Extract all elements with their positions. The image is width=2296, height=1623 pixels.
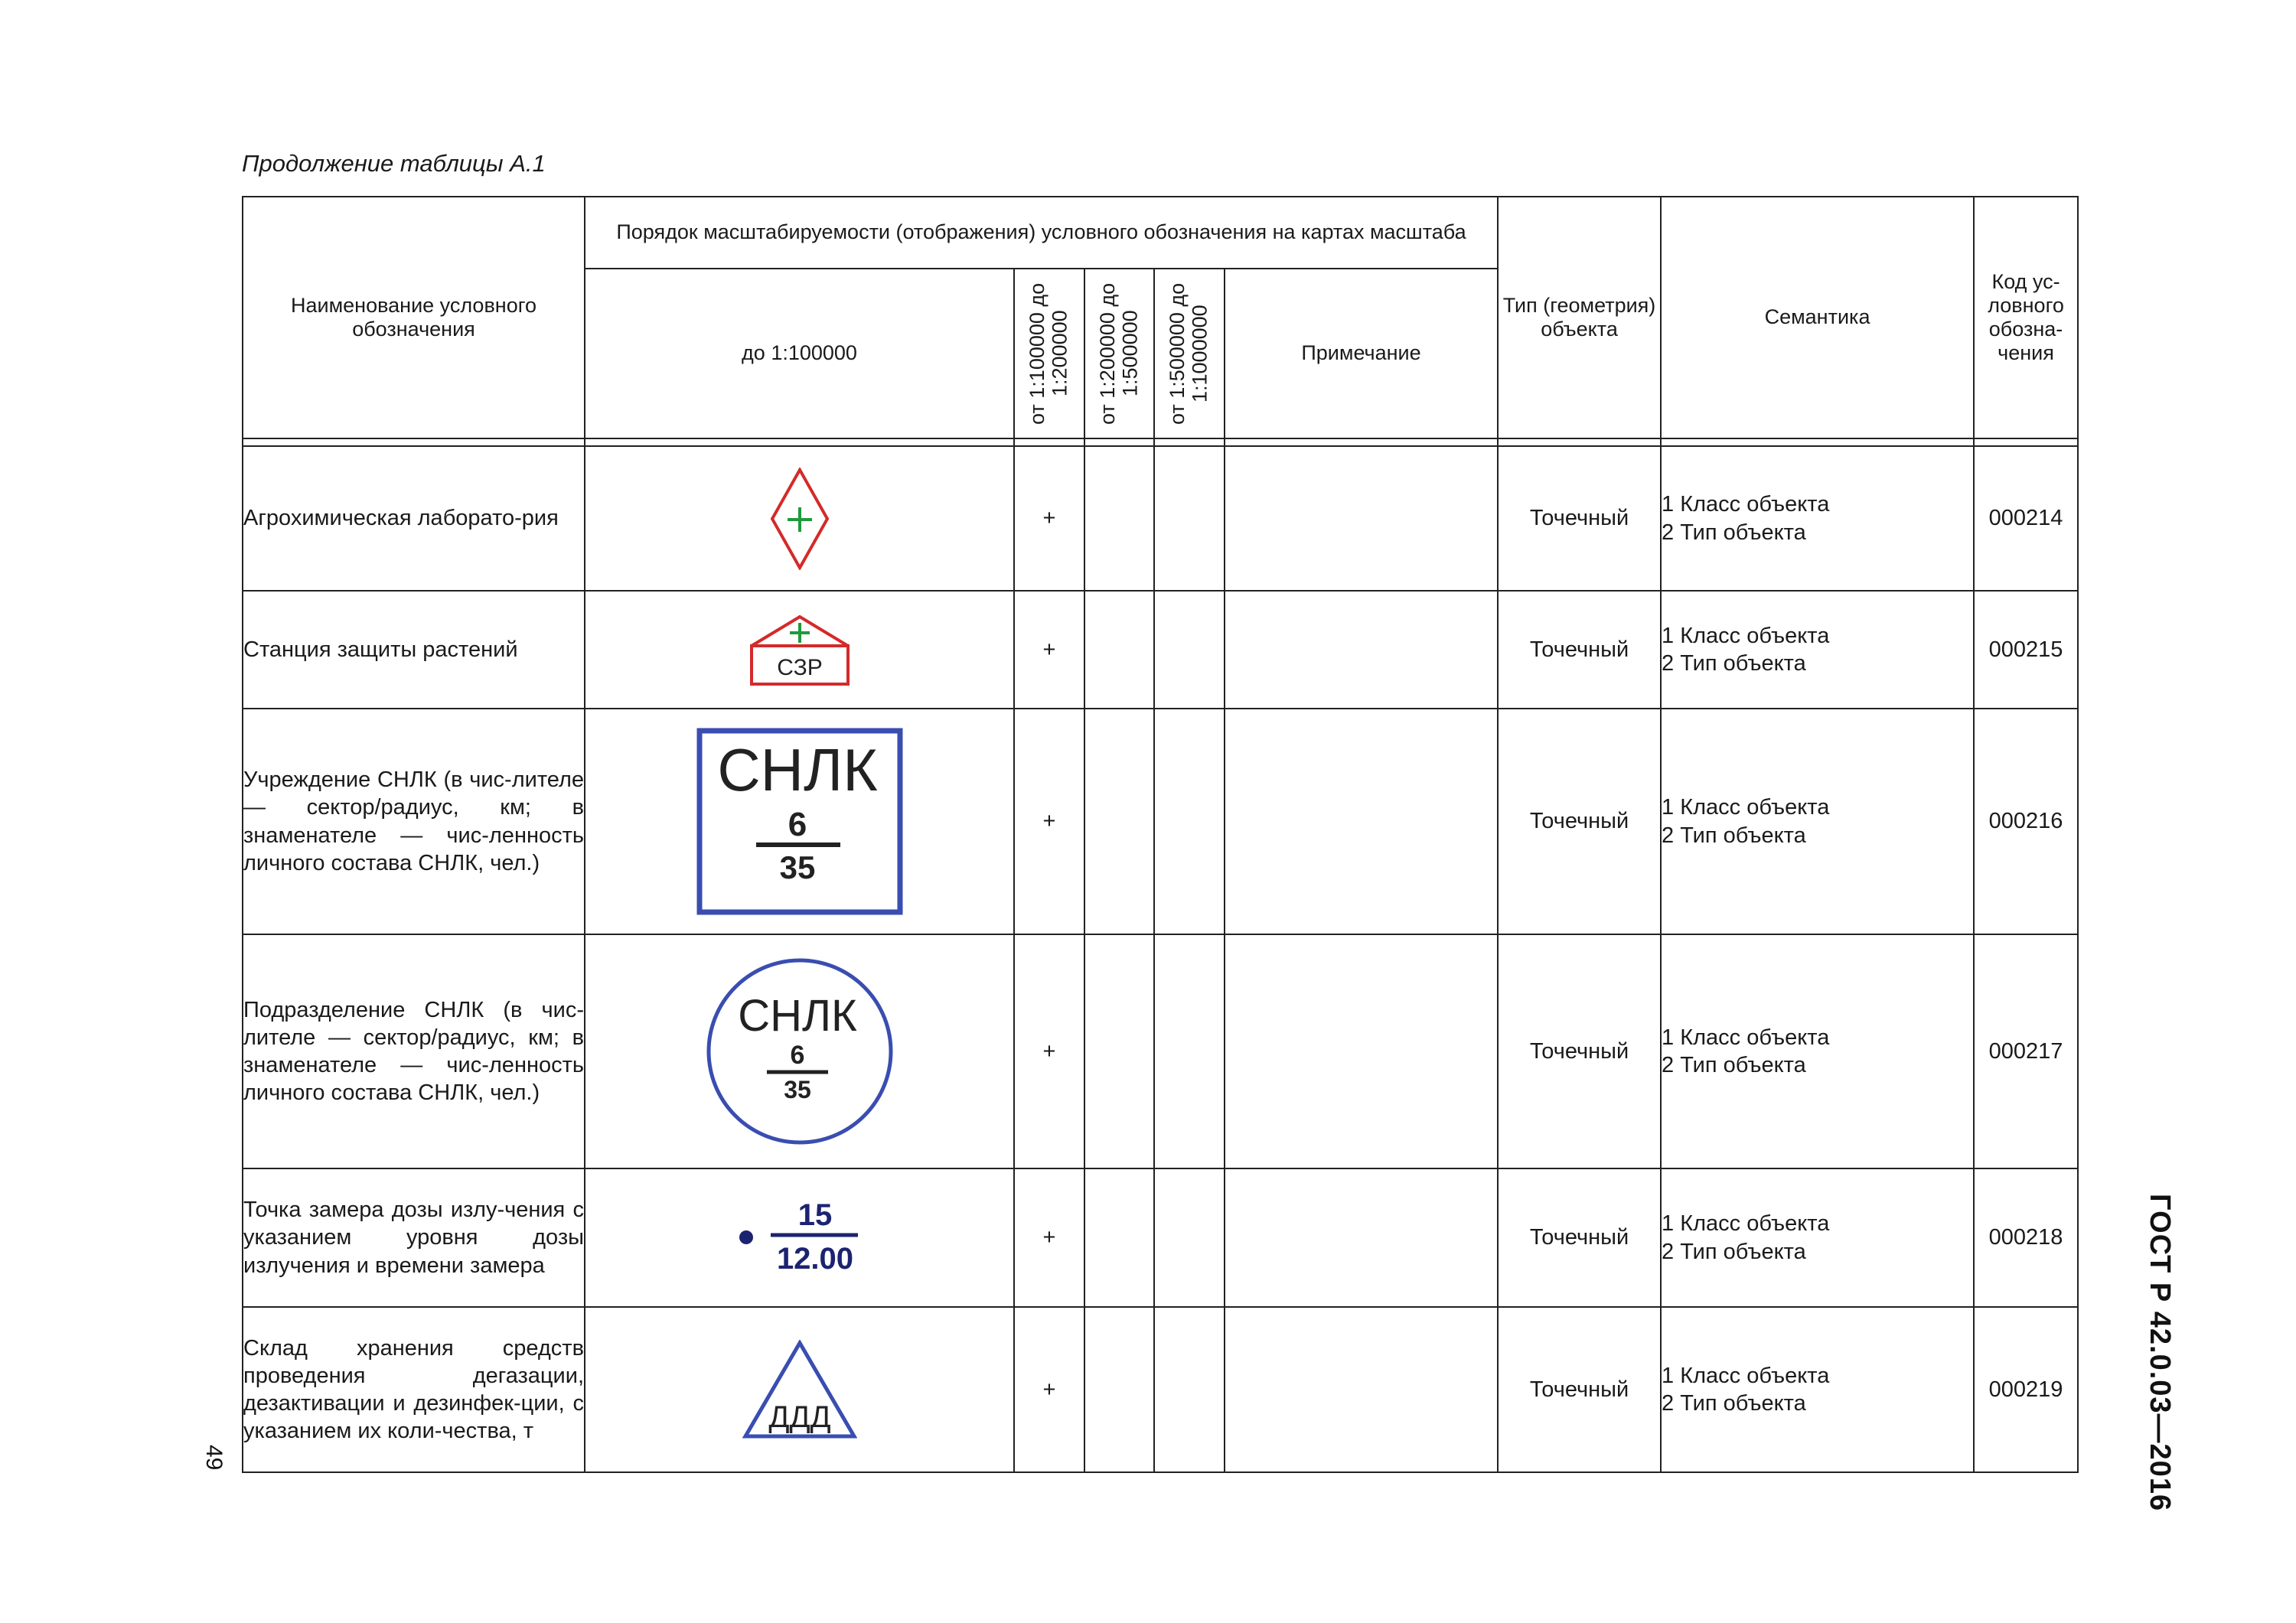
geometry-type: Точечный: [1498, 709, 1661, 934]
symbols-table: [242, 196, 2079, 1473]
geometry-type: Точечный: [1498, 1168, 1661, 1307]
scale-mark: +: [1014, 934, 1084, 1168]
snlk-numerator: 6: [790, 1041, 804, 1070]
table-caption: Продолжение таблицы А.1: [242, 150, 546, 177]
szr-label: СЗР: [776, 655, 823, 680]
object-code: 000219: [1974, 1307, 2078, 1472]
plant-protection-station-symbol: [750, 614, 850, 686]
symbol-cell: [585, 1168, 1014, 1307]
row-name: Точка замера дозы излу-чения с указанием уровня дозы излучения и времени замера: [243, 1168, 585, 1307]
snlk-numerator: 6: [788, 806, 807, 843]
snlk-label: СНЛК: [737, 991, 857, 1041]
ddd-label: ДДД: [768, 1400, 831, 1434]
snlk-institution-symbol: [696, 728, 903, 915]
page-number: 49: [201, 1445, 227, 1471]
semantics: 1 Класс объекта 2 Тип объекта: [1661, 709, 1974, 934]
semantics: 1 Класс объекта 2 Тип объекта: [1661, 591, 1974, 709]
symbol-cell: [585, 446, 1014, 591]
agrochemical-lab-symbol: [769, 468, 830, 570]
row-name: Учреждение СНЛК (в чис-лителе — сектор/радиус, км; в знаменателе — чис-ленность личного состава СНЛК, чел.): [243, 709, 585, 934]
geometry-type: Точечный: [1498, 591, 1661, 709]
dose-denominator: 12.00: [776, 1241, 853, 1276]
header-scale-1: до 1:100000: [585, 269, 1014, 438]
row-name: Агрохимическая лаборато-рия: [243, 446, 585, 591]
decontamination-warehouse-symbol: [742, 1340, 857, 1439]
snlk-unit-symbol: [704, 956, 895, 1147]
header-scale-4: от 1:500000 до 1:1000000: [1154, 269, 1225, 438]
header-code: Код ус-ловного обозна-чения: [1974, 197, 2078, 438]
dose-numerator: 15: [797, 1198, 832, 1232]
object-code: 000218: [1974, 1168, 2078, 1307]
table-row: [243, 934, 2078, 1168]
geometry-type: Точечный: [1498, 446, 1661, 591]
table-row: [243, 709, 2078, 934]
table-row: [243, 1307, 2078, 1472]
scale-mark: +: [1014, 1307, 1084, 1472]
symbol-cell: [585, 1307, 1014, 1472]
row-name: Станция защиты растений: [243, 591, 585, 709]
row-name: Склад хранения средств проведения дегазации, дезактивации и дезинфек-ции, с указанием их коли-чества, т: [243, 1307, 585, 1472]
header-note: Примечание: [1225, 269, 1498, 438]
dose-point-icon: [739, 1230, 753, 1244]
symbol-cell: [585, 591, 1014, 709]
dose-measurement-symbol: [739, 1192, 861, 1284]
header-scale-2: от 1:100000 до 1:200000: [1014, 269, 1084, 438]
geometry-type: Точечный: [1498, 934, 1661, 1168]
table-row: [243, 591, 2078, 709]
snlk-label: СНЛК: [716, 736, 878, 803]
object-code: 000217: [1974, 934, 2078, 1168]
header-scale-group: Порядок масштабируемости (отображения) условного обозначения на картах масштаба: [585, 197, 1498, 269]
scale-mark: +: [1014, 591, 1084, 709]
symbol-cell: [585, 934, 1014, 1168]
table-row: [243, 1168, 2078, 1307]
row-name: Подразделение СНЛК (в чис-лителе — сектор/радиус, км; в знаменателе — чис-ленность личного состава СНЛК, чел.): [243, 934, 585, 1168]
scale-mark: +: [1014, 1168, 1084, 1307]
scale-mark: +: [1014, 446, 1084, 591]
semantics: 1 Класс объекта 2 Тип объекта: [1661, 1168, 1974, 1307]
semantics: 1 Класс объекта 2 Тип объекта: [1661, 446, 1974, 591]
semantics: 1 Класс объекта 2 Тип объекта: [1661, 934, 1974, 1168]
semantics: 1 Класс объекта 2 Тип объекта: [1661, 1307, 1974, 1472]
object-code: 000216: [1974, 709, 2078, 934]
symbol-cell: [585, 709, 1014, 934]
geometry-type: Точечный: [1498, 1307, 1661, 1472]
scale-mark: +: [1014, 709, 1084, 934]
header-name: Наименование условного обозначения: [243, 197, 585, 438]
object-code: 000214: [1974, 446, 2078, 591]
document-standard-title: ГОСТ Р 42.0.03—2016: [2144, 1194, 2176, 1512]
snlk-denominator: 35: [783, 1076, 811, 1103]
header-semantics: Семантика: [1661, 197, 1974, 438]
object-code: 000215: [1974, 591, 2078, 709]
header-geometry: Тип (геометрия) объекта: [1498, 197, 1661, 438]
header-scale-3: от 1:200000 до 1:500000: [1084, 269, 1154, 438]
table-row: [243, 446, 2078, 591]
snlk-denominator: 35: [779, 849, 815, 885]
